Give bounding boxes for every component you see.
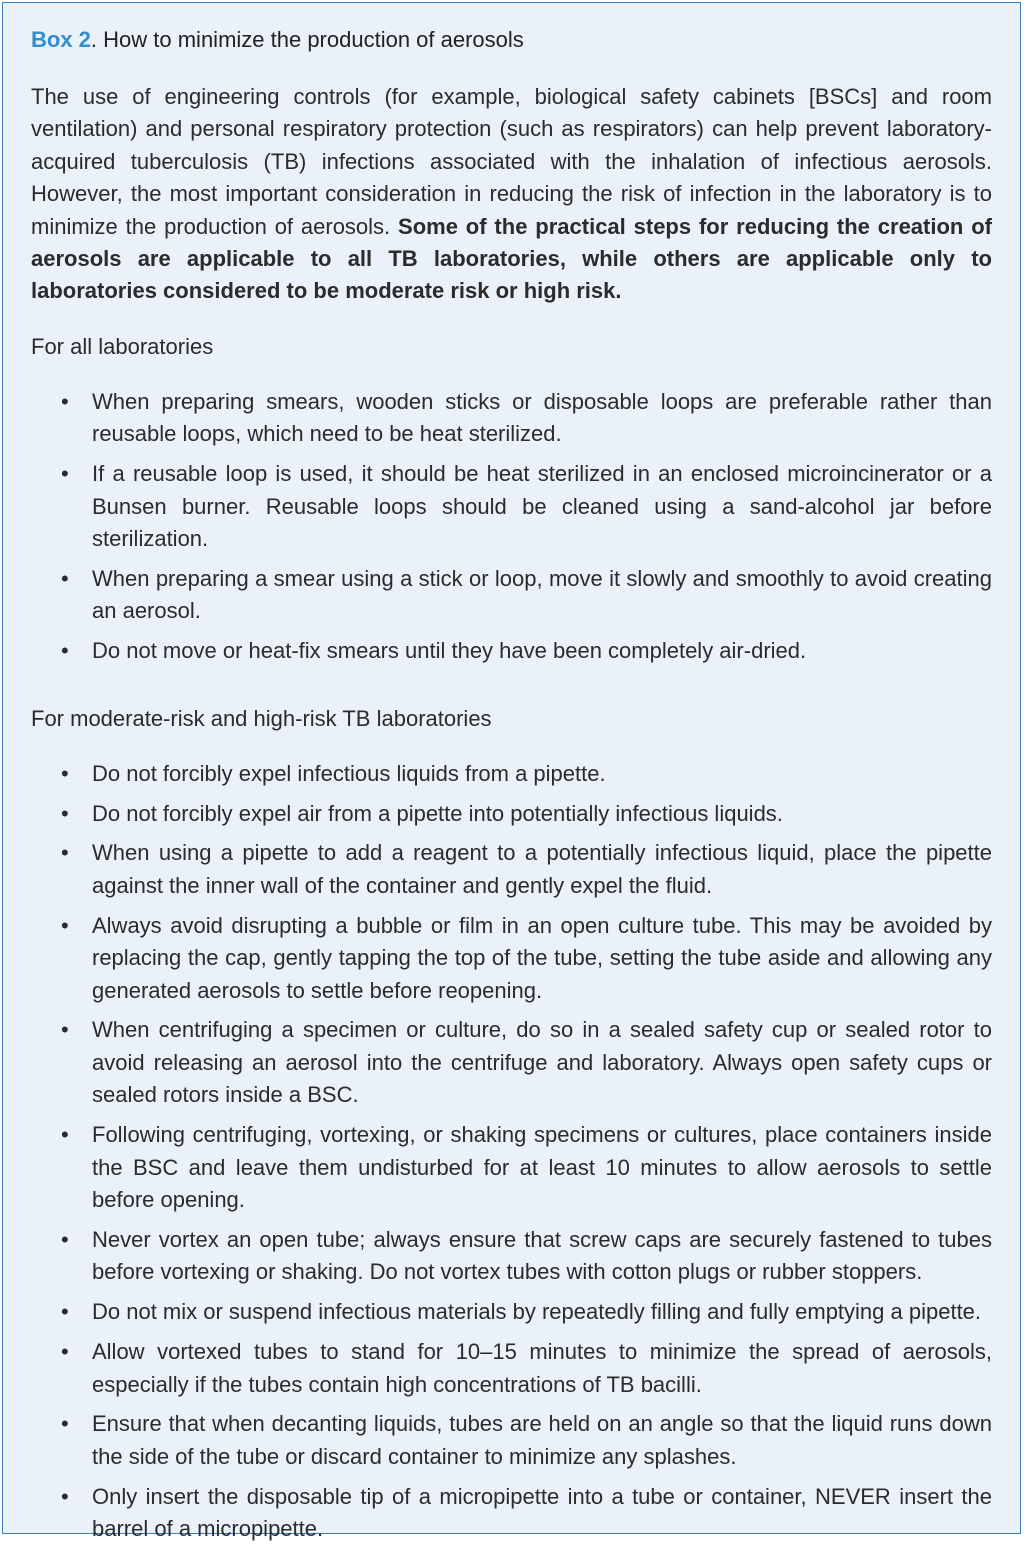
list-item-text: Always avoid disrupting a bubble or film in an open culture tube. This may be avoided by replacing the cap, gently tapping the top of the tube, setting the tube aside and allowing any generated aerosols to settle before reopening. [92,912,992,1003]
list-item-text: Ensure that when decanting liquids, tubes are held on an angle so that the liquid runs down the side of the tube or discard container to minimize any splashes. [92,1411,992,1469]
list-item [31,798,992,830]
list-item [31,1224,992,1289]
bullet-icon: • [61,760,69,786]
list-item [31,758,992,790]
bullet-icon: • [61,1299,69,1325]
list-item [31,1408,992,1473]
box-label: Box 2 [31,27,91,52]
list-item-text: When using a pipette to add a reagent to a potentially infectious liquid, place the pipette against the inner wall of the container and gently expel the fluid. [92,840,992,898]
list-item [31,563,992,628]
bullet-list-moderate-high-risk [31,758,992,1546]
box-title-text: . How to minimize the production of aerosols [90,27,524,52]
list-item-text: Do not move or heat-fix smears until they have been completely air-dried. [92,638,807,664]
bullet-icon: • [61,1339,69,1365]
list-item-text: When preparing smears, wooden sticks or disposable loops are preferable rather than reusable loops, which need to be heat sterilized. [92,388,992,447]
list-item [31,386,992,451]
list-item [31,1119,992,1216]
list-item [31,635,992,667]
bullet-list-all-laboratories [31,386,992,668]
info-box [2,2,1021,1542]
list-item-text: When centrifuging a specimen or culture, do so in a sealed safety cup or sealed rotor to avoid releasing an aerosol into the centrifuge and laboratory. Always open safety cups or sealed rotors inside a BSC. [92,1017,992,1108]
bullet-icon: • [61,565,69,591]
bullet-icon: • [61,840,69,866]
list-item-text: Do not forcibly expel infectious liquids from a pipette. [92,760,606,786]
bullet-icon: • [61,1017,69,1043]
list-item [31,1336,992,1401]
list-item [31,1481,992,1546]
section-heading-all-laboratories: For all laboratories [31,333,214,359]
bullet-icon: • [61,1411,69,1437]
list-item-text: Only insert the disposable tip of a micropipette into a tube or container, NEVER insert the barrel of a micropipette. [92,1483,992,1542]
intro-text: The use of engineering controls (for example, biological safety cabinets [BSCs] and room ventilation) and personal respiratory protection (such as respirators) can help prevent laboratory-acquired tuberculosis (TB) infections associated with the inhalation of infectious aerosols. However, the most important consideration in reducing the risk of infection in the laboratory is to minimize the production of aerosols. [31,84,992,239]
bullet-icon: • [61,638,69,664]
list-item [31,1014,992,1111]
bullet-icon: • [61,800,69,826]
intro-paragraph [31,81,992,308]
list-item-text: Do not forcibly expel air from a pipette into potentially infectious liquids. [92,800,783,826]
list-item [31,910,992,1007]
bullet-icon: • [61,1122,69,1148]
list-item-text: Allow vortexed tubes to stand for 10–15 minutes to minimize the spread of aerosols, especially if the tubes contain high concentrations of TB bacilli. [92,1339,992,1397]
bullet-icon: • [61,388,69,414]
list-item-text: If a reusable loop is used, it should be heat sterilized in an enclosed microincinerator or a Bunsen burner. Reusable loops should be cleaned using a sand-alcohol jar before sterilization. [92,461,992,551]
box-title [31,25,992,55]
list-item-text: Never vortex an open tube; always ensure that screw caps are securely fastened to tubes before vortexing or shaking. Do not vortex tubes with cotton plugs or rubber stoppers. [92,1226,992,1285]
list-item [31,458,992,555]
list-item-text: Following centrifuging, vortexing, or shaking specimens or cultures, place containers inside the BSC and leave them undisturbed for at least 10 minutes to allow aerosols to settle before opening. [92,1122,992,1212]
section-heading-moderate-high-risk: For moderate-risk and high-risk TB laboratories [31,705,492,731]
list-item-text: Do not mix or suspend infectious materials by repeatedly filling and fully emptying a pipette. [92,1299,982,1325]
list-item [31,837,992,902]
list-item [31,1296,992,1328]
bullet-icon: • [61,1226,69,1252]
bullet-icon: • [61,461,69,487]
bullet-icon: • [61,912,69,938]
list-item-text: When preparing a smear using a stick or loop, move it slowly and smoothly to avoid creating an aerosol. [92,565,992,624]
bullet-icon: • [61,1483,69,1509]
intro-bold-text: Some of the practical steps for reducing the creation of aerosols are applicable to all TB laboratories, while others are applicable only to laboratories considered to be moderate risk or high risk. [31,213,992,304]
